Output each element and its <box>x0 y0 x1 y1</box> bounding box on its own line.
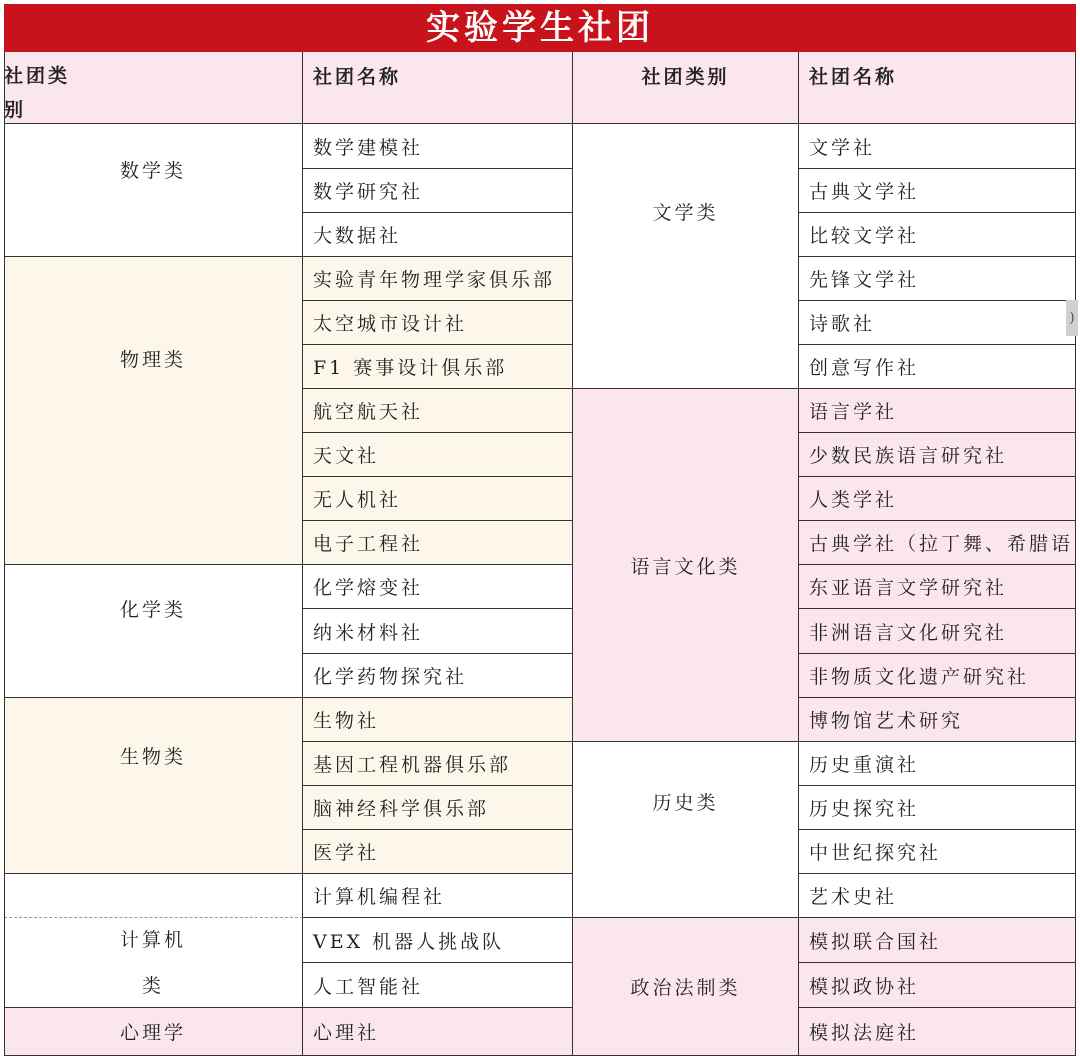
club-cell: 模拟政协社 <box>799 963 1076 1008</box>
category-cs-top-spacer <box>4 874 303 918</box>
club-cell: 大数据社 <box>303 213 573 257</box>
club-cell: 生物社 <box>303 698 573 742</box>
club-cell: 文学社 <box>799 124 1076 169</box>
club-cell: 化学药物探究社 <box>303 654 573 698</box>
club-cell: 博物馆艺术研究 <box>799 698 1076 742</box>
category-history: 历史类 <box>573 742 799 918</box>
club-cell: 模拟联合国社 <box>799 918 1076 963</box>
club-cell: 古典学社（拉丁舞、希腊语 <box>799 521 1076 565</box>
club-cell: 中世纪探究社 <box>799 830 1076 874</box>
club-cell: 历史探究社 <box>799 786 1076 830</box>
club-cell: 电子工程社 <box>303 521 573 565</box>
club-cell: 艺术史社 <box>799 874 1076 918</box>
category-biology: 生物类 <box>4 698 303 874</box>
header-category-left-line1: 社团类 <box>4 64 71 87</box>
club-cell: 数学建模社 <box>303 124 573 169</box>
category-cs-line2: 类 <box>141 974 164 997</box>
club-cell: 无人机社 <box>303 477 573 521</box>
header-category-left-line2: 别 <box>4 98 27 121</box>
club-cell: 古典文学社 <box>799 169 1076 213</box>
club-cell: 非物质文化遗产研究社 <box>799 654 1076 698</box>
club-cell: 人类学社 <box>799 477 1076 521</box>
category-physics: 物理类 <box>4 257 303 565</box>
category-literature: 文学类 <box>573 124 799 389</box>
category-language-culture: 语言文化类 <box>573 389 799 742</box>
club-cell: F1 赛事设计俱乐部 <box>303 345 573 389</box>
club-cell: 心理社 <box>303 1008 573 1056</box>
club-cell: 航空航天社 <box>303 389 573 433</box>
category-politics-law: 政治法制类 <box>573 918 799 1056</box>
club-cell: 纳米材料社 <box>303 609 573 654</box>
club-cell: 医学社 <box>303 830 573 874</box>
club-cell: VEX 机器人挑战队 <box>303 918 573 963</box>
category-cs-line1: 计算机 <box>119 928 186 951</box>
club-cell: 东亚语言文学研究社 <box>799 565 1076 609</box>
club-cell: 太空城市设计社 <box>303 301 573 345</box>
club-cell: 数学研究社 <box>303 169 573 213</box>
header-category-left <box>4 52 303 124</box>
club-cell: 天文社 <box>303 433 573 477</box>
club-cell: 创意写作社 <box>799 345 1076 389</box>
club-cell: 语言学社 <box>799 389 1076 433</box>
category-chemistry: 化学类 <box>4 565 303 698</box>
header-club-name-left: 社团名称 <box>303 52 573 124</box>
page-title: 实验学生社团 <box>4 4 1076 52</box>
club-cell: 化学熔变社 <box>303 565 573 609</box>
header-category-right: 社团类别 <box>573 52 799 124</box>
category-psychology: 心理学 <box>4 1008 303 1056</box>
club-cell: 实验青年物理学家俱乐部 <box>303 257 573 301</box>
club-cell: 计算机编程社 <box>303 874 573 918</box>
club-cell: 人工智能社 <box>303 963 573 1008</box>
category-math: 数学类 <box>4 124 303 257</box>
header-club-name-right: 社团名称 <box>799 52 1076 124</box>
club-cell: 非洲语言文化研究社 <box>799 609 1076 654</box>
club-cell: 基因工程机器俱乐部 <box>303 742 573 786</box>
club-cell: 少数民族语言研究社 <box>799 433 1076 477</box>
club-cell: 脑神经科学俱乐部 <box>303 786 573 830</box>
category-cs <box>4 918 303 1008</box>
club-cell: 先锋文学社 <box>799 257 1076 301</box>
horizontal-scroll-marker[interactable]: ) <box>1066 300 1078 336</box>
club-cell: 模拟法庭社 <box>799 1008 1076 1056</box>
club-cell: 比较文学社 <box>799 213 1076 257</box>
club-cell: 历史重演社 <box>799 742 1076 786</box>
club-cell: 诗歌社 <box>799 301 1076 345</box>
